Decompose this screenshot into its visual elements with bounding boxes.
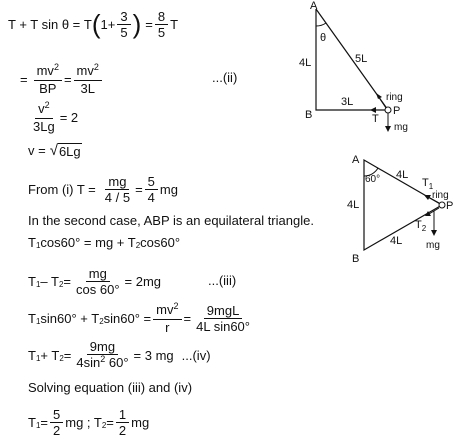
fraction-v2-3lg (30, 99, 58, 134)
num-base: v (38, 100, 45, 116)
num-sup: 2 (173, 300, 179, 311)
t2-sub: 2 (421, 224, 427, 233)
equation-1 (8, 6, 178, 42)
fraction-mg-cos60 (73, 267, 123, 296)
eq10-equals-a: = (40, 414, 48, 430)
eq5-tail: mg (159, 181, 178, 197)
eq8-tail: sin60° = (103, 310, 152, 326)
eq6-tail: cos60° (140, 235, 181, 250)
eq1-equals: = (145, 16, 153, 32)
figure-right-triangle (290, 0, 440, 135)
fraction-9mg (73, 340, 131, 371)
ring-icon (439, 202, 445, 208)
t2-sub: 2 (135, 241, 141, 250)
minus: – T (40, 273, 59, 289)
fraction-1-2 (116, 408, 129, 437)
den: 2 (118, 422, 127, 438)
t2-sub: 2 (59, 353, 64, 363)
eq9-label: ...(iv) (181, 347, 211, 363)
label-4l: 4L (299, 57, 312, 69)
t1-sub: 1 (35, 420, 41, 430)
num-sup: 2 (93, 61, 99, 72)
num (74, 61, 102, 81)
label-ring: ring (432, 190, 449, 201)
num (35, 99, 53, 119)
label-3l: 3L (341, 96, 354, 108)
eq10-equals-b: = (106, 414, 114, 430)
t2-base: T (415, 219, 422, 231)
eq9-rhs: = 3 mg (133, 347, 174, 363)
num: 5 (145, 175, 158, 190)
equation-5 (28, 172, 178, 206)
eq4-lhs: v = (28, 142, 46, 158)
solving-text: Solving equation (iii) and (iv) (28, 380, 193, 395)
equation-3 (28, 100, 78, 134)
t2-sub: 2 (101, 420, 107, 430)
radical-sign: √ (49, 141, 58, 159)
den: BP (39, 80, 57, 96)
fraction-9mgl (193, 304, 253, 333)
num-sup: 2 (44, 99, 50, 110)
ring-icon (385, 107, 391, 113)
den: 3Lg (33, 118, 55, 134)
den-b: 60° (105, 354, 129, 370)
den: 5 (120, 24, 128, 40)
figure-equilateral-triangle (338, 148, 457, 268)
eq5-pre: From (i) T = (28, 181, 96, 197)
eq7-equals: = (63, 273, 72, 289)
fraction-mv2-bp (34, 61, 62, 96)
label-t1 (422, 177, 434, 191)
label-5l: 5L (355, 53, 368, 65)
label-p: P (393, 105, 401, 117)
den: 2 (53, 422, 61, 438)
eq2-label: ...(ii) (212, 70, 238, 85)
num: 9mgL (204, 304, 243, 319)
num-base: mv (36, 62, 54, 78)
eq9-equals: = (63, 347, 72, 363)
den: 4 (147, 189, 155, 205)
den: 5 (157, 24, 166, 40)
den (73, 355, 131, 371)
label-a: A (310, 0, 318, 12)
equilateral-text: In the second case, ABP is an equilateral triangle. (28, 213, 314, 228)
equation-10 (28, 405, 149, 439)
label-a: A (352, 154, 360, 166)
fraction-5-2 (50, 408, 63, 437)
eq7-rhs: = 2mg (124, 273, 162, 289)
eq2-equals-a: = (20, 71, 28, 87)
den: cos 60° (76, 281, 120, 297)
den: 4 / 5 (104, 189, 131, 205)
den: 4L sin60° (196, 318, 250, 334)
label-t2 (415, 219, 427, 233)
eq1-tail: T (170, 16, 179, 32)
t-sub: 1 (35, 241, 41, 250)
eq1-lhs: T + T sin θ = T (8, 16, 92, 32)
label-4l-top: 4L (396, 169, 409, 181)
equation-9 (28, 338, 211, 372)
t1-sub: 1 (35, 279, 41, 289)
paren-close: ) (132, 9, 142, 39)
num (153, 300, 181, 320)
paren-open: ( (91, 9, 101, 39)
gravity-arrow-head (431, 230, 437, 236)
num: 3 (117, 10, 130, 25)
den: r (165, 319, 170, 335)
fraction-mg-4-5 (102, 175, 133, 204)
radicand: 6Lg (58, 143, 81, 159)
num-base: mv (76, 62, 94, 78)
den: 3L (80, 80, 95, 96)
eq8-equals: = (183, 310, 192, 326)
gravity-arrow-head (385, 126, 391, 132)
label-theta: θ (320, 32, 327, 44)
t2-sub: 2 (58, 279, 64, 289)
num-sup: 2 (53, 61, 59, 72)
t1-sub: 1 (428, 182, 434, 191)
fraction-mv2-r (153, 300, 181, 335)
label-b: B (305, 109, 313, 121)
tension-arrow-hyp-head (376, 93, 382, 99)
t1-sub: 1 (35, 316, 41, 326)
num: mg (86, 267, 110, 282)
fraction-3-5 (117, 10, 130, 39)
t1-symbol: T (28, 273, 36, 289)
num: 9mg (87, 340, 118, 355)
label-mg: mg (394, 122, 408, 133)
eq3-rhs: = 2 (59, 109, 79, 125)
num: 8 (155, 10, 168, 25)
fraction-8-5 (155, 10, 168, 39)
equation-7 (28, 264, 161, 298)
den-a: 4sin (76, 354, 101, 370)
label-4l-left: 4L (347, 199, 360, 211)
eq5-equals: = (135, 181, 143, 197)
t2-sub: 2 (99, 316, 104, 326)
t1-base: T (422, 177, 429, 189)
eq10-mid: mg ; T (65, 414, 102, 430)
num: 1 (116, 408, 129, 423)
num-base: mv (156, 301, 174, 317)
square-root (50, 142, 82, 159)
num: mg (105, 175, 129, 190)
equation-6 (28, 235, 180, 250)
label-4l-bottom: 4L (390, 235, 403, 247)
fraction-mv2-3l (74, 61, 102, 96)
plus: + T (40, 347, 60, 363)
label-60: 60° (365, 174, 381, 185)
eq2-equals-b: = (63, 71, 72, 87)
equation-4 (28, 140, 82, 160)
t-symbol: T (28, 235, 36, 250)
label-t: T (372, 113, 379, 125)
num (34, 61, 62, 81)
t1-symbol: T (28, 347, 36, 363)
fraction-5-4 (145, 175, 158, 204)
theta-arc (316, 23, 326, 26)
t1-symbol: T (28, 414, 36, 430)
num: 5 (50, 408, 63, 423)
eq6-body: cos60° = mg + T (40, 235, 136, 250)
label-ring: ring (386, 92, 403, 103)
equation-8 (28, 301, 255, 335)
label-b: B (352, 253, 360, 265)
eq8-mid: sin60° + T (40, 310, 100, 326)
eq1-one: 1+ (100, 16, 116, 32)
equation-2 (20, 62, 104, 96)
label-mg: mg (426, 240, 440, 251)
eq7-label: ...(iii) (208, 273, 237, 288)
eq10-tail: mg (131, 414, 150, 430)
label-p: P (446, 200, 454, 212)
t1-sub: 1 (35, 353, 41, 363)
t1-symbol: T (28, 310, 36, 326)
den-sup: 2 (100, 353, 106, 364)
